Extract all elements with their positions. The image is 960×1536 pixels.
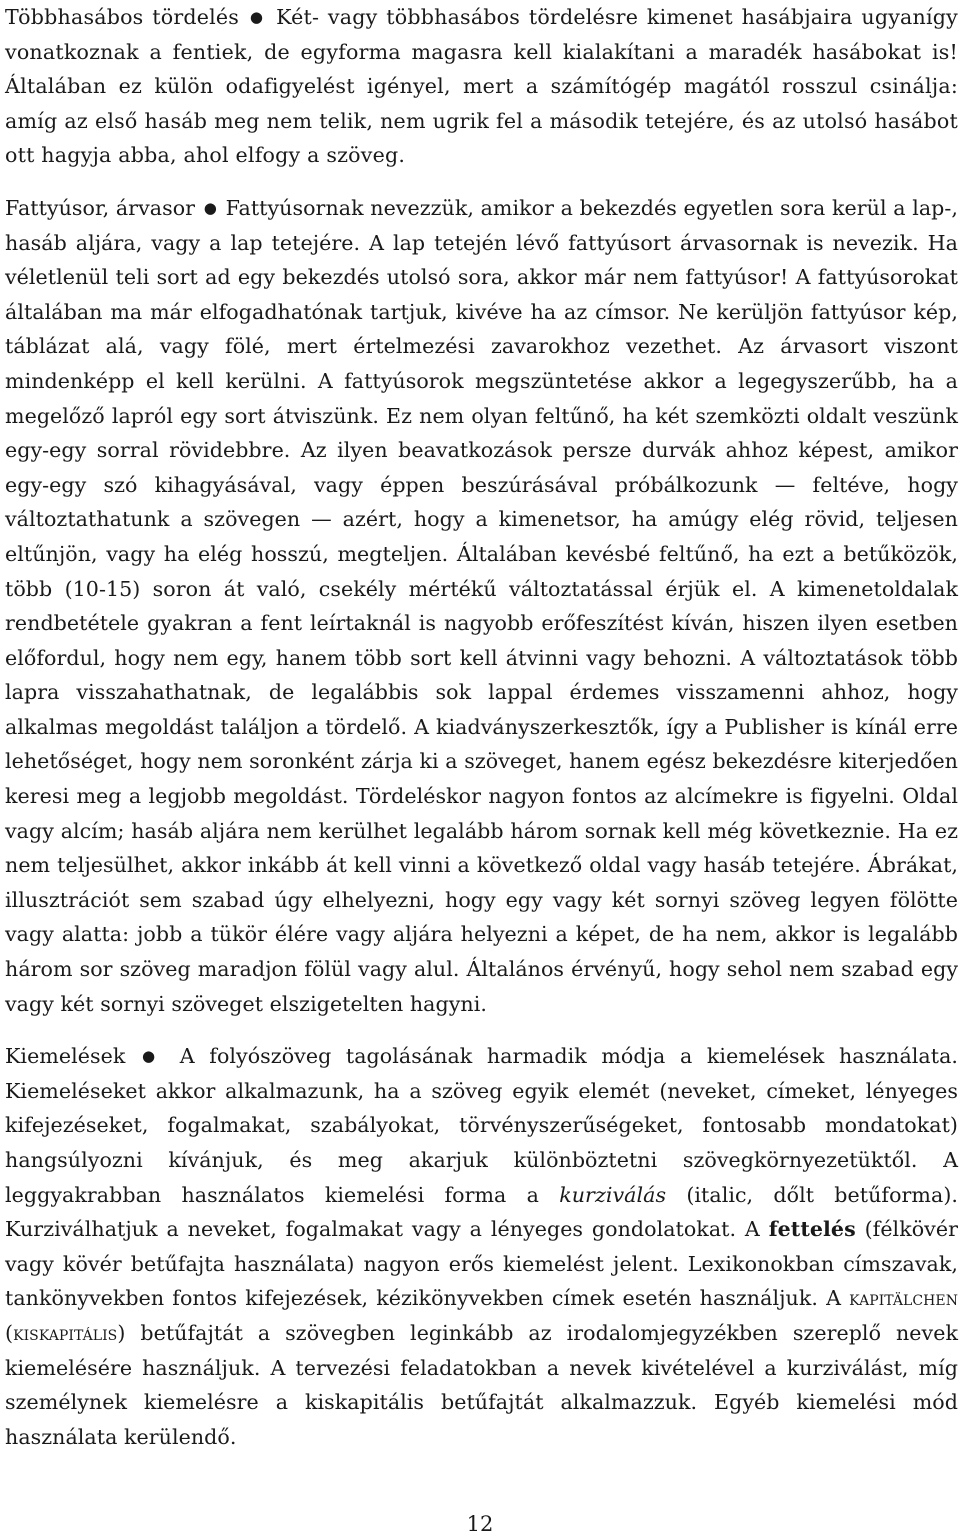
bold-example: fettelés xyxy=(768,1217,856,1242)
term-tobbhasabos: Többhasábos tördelés xyxy=(5,5,240,29)
paragraph-text: Két- vagy többhasábos tördelésre kimenet hasábjaira ugyanígy vonatkoznak a fentiek, de egyforma magasra kell kialakítani a maradék hasábokat is! Általában ez külön odafigyelést igényel, mert a számítógép magától rosszul csinálja: amíg az első hasáb meg nem telik, nem ugrik fel a második tetejére, és az utolsó hasábot ott hagyja abba, ahol elfogy a szöveg. xyxy=(5,5,959,168)
smallcaps-example-kiskapitalis: kiskapitális xyxy=(13,1320,118,1345)
paragraph-text-5: ) betűfajtát a szövegben leginkább az irodalomjegyzékben szereplő nevek kiemelésére használjuk. A tervezési feladatokban a nevek kivételével a kurziválást, míg személynek kiemelésre a kiskapitális betűfajtát alkalmazzuk. Egyéb kiemelési mód használata kerülendő. xyxy=(5,1320,958,1449)
paragraph-text-1: A folyószöveg tagolásának harmadik módja a kiemelések használata. Kiemeléseket akkor alkalmazunk, ha a szöveg egyik elemét (neveket, címeket, lényeges kifejezéseket, fogalmakat, szabályokat, törvényszerűségeket, fontosabb mondatokat) hangsúlyozni kívánjuk, és meg akarjuk különböztetni szövegkörnyezetüktől. A leggyakrabban használatos kiemelési forma a xyxy=(5,1044,958,1207)
paragraph-text-2: (italic, dőlt betűforma). Kurziválhatjuk a neveket, fogalmakat vagy a lényeges gondolatokat. A xyxy=(5,1182,958,1242)
page-number: 12 xyxy=(466,1512,494,1536)
bullet-icon: ● xyxy=(142,1047,164,1066)
italic-example: kurziválás xyxy=(559,1182,667,1207)
smallcaps-example-kapitalchen: kapitälchen xyxy=(849,1286,958,1311)
paragraph-tobbhasabos xyxy=(5,0,958,173)
term-kiemelesek: Kiemelések xyxy=(5,1044,126,1069)
bullet-icon: ● xyxy=(249,8,266,26)
paragraph-kiemelesek xyxy=(5,1039,958,1454)
bullet-icon: ● xyxy=(203,198,217,217)
paragraph-text-3: (félkövér vagy kövér betűfajta használata) nagyon erős kiemelést jelent. Lexikonokban címszavak, tankönyvekben fontos kifejezések, kézikönyvekben címek esetén használjuk. A xyxy=(5,1217,958,1311)
document-page xyxy=(5,0,958,1454)
paragraph-text-4: ( xyxy=(5,1320,14,1345)
paragraph-text: Fattyúsornak nevezzük, amikor a bekezdés egyetlen sora kerül a lap-, hasáb aljára, vagy a lap tetejére. A lap tetején lévő fattyúsort árvasornak is nevezik. Ha véletlenül teli sort ad egy bekezdés utolsó sora, akkor már nem fattyúsor! A fattyúsorokat általában ma már elfogadhatónak tartjuk, kivéve ha az címsor. Ne kerüljön fattyúsor kép, táblázat alá, vagy fölé, mert értelmezési zavarokhoz vezethet. Az árvasort viszont mindenképp el kell kerülni. A fattyúsorok megszüntetése akkor a legegyszerűbb, ha a megelőző lapról egy sort átviszünk. Ez nem olyan feltűnő, ha két szemközti oldalt veszünk egy-egy sorral rövidebbre. Az ilyen beavatkozások persze durvák ahhoz képest, amikor egy-egy szó kihagyásával, vagy éppen beszúrásával próbálkozunk — feltéve, hogy változtathatunk a szövegen — azért, hogy a kimenetsor, ha amúgy elég rövid, teljesen eltűnjön, vagy ha elég hosszú, megteljen. Általában kevésbé feltűnő, ha ezt a betűközök, több (10-15) soron át való, csekély mértékű változtatással érjük el. A kimenetoldalak rendbetétele gyakran a fent leírtaknál is nagyobb erőfeszítést kíván, hiszen ilyen esetben előfordul, hogy nem egy, hanem több sort kell átvinni vagy behozni. A változtatások több lapra visszahathatnak, de legalábbis sok lappal érdemes visszamenni ahhoz, hogy alkalmas megoldást találjon a tördelő. A kiadványszerkesztők, így a Publisher is kínál erre lehetőséget, hogy nem soronként zárja ki a szöveget, hanem egész bekezdésre kiterjedően keresi meg a legjobb megoldást. Tördeléskor nagyon fontos az alcímekre is figyelni. Oldal vagy alcím; hasáb aljára nem kerülhet legalább három sornak kell még következnie. Ha ez nem teljesülhet, akkor inkább át kell vinni a következő oldal vagy hasáb tetejére. Ábrákat, illusztrációt sem szabad úgy elhelyezni, hogy egy vagy két sornyi szöveg legyen fölötte vagy alatta: jobb a tükör élére vagy aljára helyezni a képet, de ha nem, akkor is legalább három sor szöveg maradjon fölül vagy alul. Általános érvényű, hogy sehol nem szabad egy vagy két sornyi szöveget elszigetelten hagyni. xyxy=(5,195,958,1016)
term-fattyusor: Fattyúsor, árvasor xyxy=(5,195,196,220)
paragraph-fattyusor xyxy=(5,191,958,1021)
